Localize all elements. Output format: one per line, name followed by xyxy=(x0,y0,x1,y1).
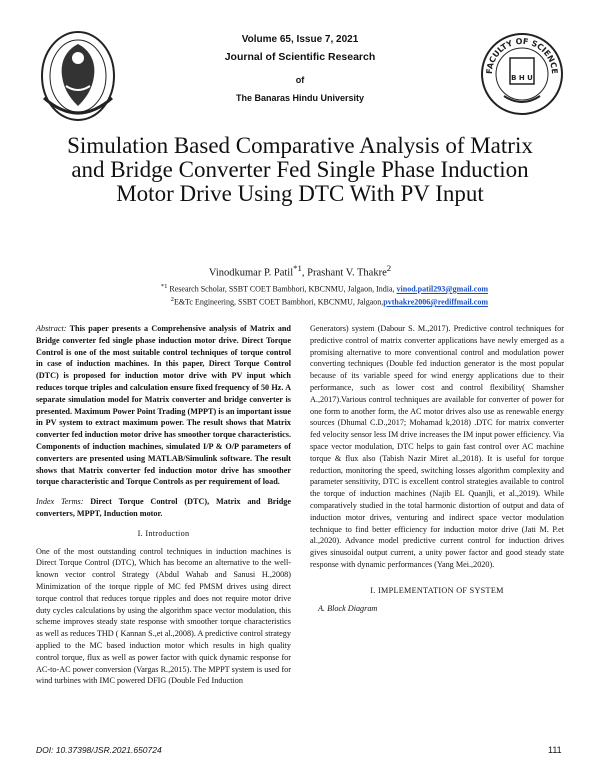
faculty-of-science-seal-icon xyxy=(480,28,564,120)
journal-header xyxy=(0,20,600,120)
author-1-sup: *1 xyxy=(293,263,302,273)
affiliation-2 xyxy=(171,296,488,307)
journal-name: Journal of Scientific Research xyxy=(224,51,376,63)
author-2-sup: 2 xyxy=(386,263,392,273)
right-column-paragraph: Generators) system (Dabour S. M.,2017). Predictive control techniques for predictive control of matrix converter applications have newly emerged as a promising alternative to more conventional control and modulation power converting techniques (Double fed induction generator is the most popular because of its variable speed for wind energy applications due to their performance, such as lower cost and control flexibility( Shamsher A.,2017).Various control techniques are available for converter of power for one form to another form, the AC motor drives also use as renewable energy sources (Dhumal C.D.,2017; Mohamad k,2018) .DTC for matrix converter fed velocity sensor less IM drive increases the IM input power efficiency. Via space vector modulation, DTC helps to gain fast control over AC machine torque & flux also (Tabish Nazir Miret al.,2018). It is useful for torque reduction, monitoring the speed, switching losses algorithm complexity and parameter sensitivity, DTC is excellent control strategies available to control the torque of induction machines (Najib EL Quanjli, et al.,2019). While comparatively studied in the total harmonic distortion of output and data of induction motor drives, venturing and indirect space vector modulation technique to find better efficiency for induction motor drive (Jati M. P.et al.,2020). Advance model predictive current control for induction drives gives sinusoidal output current, a unity power factor and good steady state response with dynamic performances (Yang Mei.,2020). xyxy=(310,324,564,569)
author-2: Prashant V. Thakre xyxy=(307,267,387,279)
subsection-block-diagram: A. Block Diagram xyxy=(318,603,378,613)
abstract xyxy=(36,323,291,488)
journal-of: of xyxy=(295,75,305,85)
affiliation-2-sup: 2 xyxy=(170,296,174,303)
affiliation-2-text: E&Tc Engineering, SSBT COET Bambhori, KBCNMU, Jalgaon, xyxy=(173,297,384,307)
author-1: Vinodkumar P. Patil xyxy=(208,267,294,279)
journal-university: The Banaras Hindu University xyxy=(235,93,365,103)
svg-text:B H U: B H U xyxy=(511,74,533,82)
author-separator: , xyxy=(301,267,308,279)
page-number: 111 xyxy=(548,745,562,755)
section-heading-implementation: I. IMPLEMENTATION OF SYSTEM xyxy=(370,585,504,595)
affiliation-1 xyxy=(161,283,488,294)
index-terms-text: Direct Torque Control (DTC), Matrix and Bridge converters, MPPT, Induction motor. xyxy=(36,497,291,518)
author-line xyxy=(0,263,600,279)
index-terms-label: Index Terms: xyxy=(36,497,84,507)
abstract-text: This paper presents a Comprehensive analysis of Matrix and Bridge converter fed single phase induction motor drive. Direct Torque Control is one of the most suitable control techniques of torque control in case of induction machines. In this paper, Direct Torque Control (DTC) is proposed for induction motor drive with PV input which reduces torque triples and calculation ensure fixed frequency of 50 Hz. A separate simulation model for Matrix converter and bridge converter is presented. Maximum Power Point Trading (MPPT) is an important issue in PV system to extract maximum power. The result shows that Matrix converter fed induction motor drive has smoother torque characteristics. Components of induction machines, simulated I/P & O/P parameters of converters are presented using MATLAB/Simulink software. The result shows that Matrix converter fed induction motor drive has smoother torque characteristic and Torque Controls as per requirement of load. xyxy=(36,324,291,487)
affiliation-2-email-link[interactable]: pvthakre2006@rediffmail.com xyxy=(383,297,488,307)
intro-paragraph: One of the most outstanding control techniques in induction machines is Direct Torque Control (DTC), Which has become an alternative to the well-known vector control Strategy (Abdul Wahab and Sanusi H.,2008) Minimization of the torque ripple of MC fed PMSM drives using direct torque control that reduces torque ripples and does not require motor drive duty cycles calculations by using the algorithm space vector modulation, this scheme improves steady state response with smoother torque characteristics as well as reduces THD ( Kannan S.,et al.,2008). A predictive control strategy applied to the MC based induction motor which results in high quality control torque, flux as well as power factor with quick dynamic response for AC-to-AC power conversion (Vargas R.,2015). The MPPT system is used for wind turbines with IMC powered DFIG (Double Fed Induction xyxy=(36,546,291,686)
affiliation-1-email-link[interactable]: vinod.patil293@gmail.com xyxy=(396,284,488,294)
index-terms xyxy=(36,496,291,520)
abstract-label: Abstract: xyxy=(36,324,67,333)
section-heading-introduction: I. Introduction xyxy=(137,528,190,538)
paper-title: Simulation Based Comparative Analysis of Matrix and Bridge Converter Fed Single Phase Induction Motor Drive Using DTC With PV Input xyxy=(67,133,533,206)
affiliation-1-text: Research Scholar, SSBT COET Bambhori, KBCNMU, Jalgaon, India, xyxy=(167,284,397,294)
footer-doi: DOI: 10.37398/JSR.2021.650724 xyxy=(36,745,162,755)
right-column xyxy=(310,323,564,614)
journal-volume: Volume 65, Issue 7, 2021 xyxy=(241,34,359,45)
svg-text:FACULTY OF SCIENCE: FACULTY OF SCIENCE xyxy=(484,36,560,75)
affiliation-1-sup: *1 xyxy=(160,283,168,290)
left-column xyxy=(36,323,291,687)
